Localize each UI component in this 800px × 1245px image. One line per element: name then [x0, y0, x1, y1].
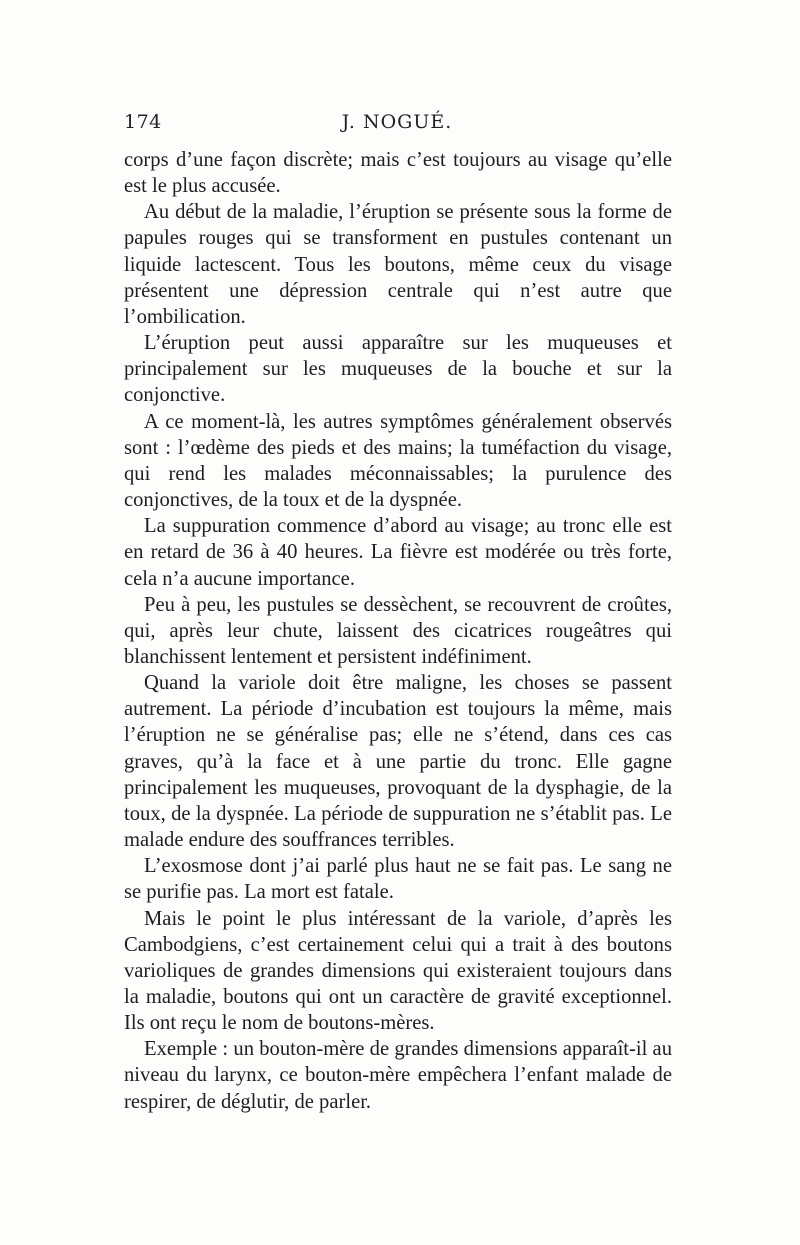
paragraph: Peu à peu, les pustules se dessèchent, se recouvrent de croûtes, qui, après leur chute, laissent des cicatrices rougeâtres qui blanchissent lentement et persistent indéfiniment. [124, 593, 672, 668]
body-text [124, 147, 672, 1115]
paragraph: A ce moment-là, les autres symptômes généralement observés sont : l’œdème des pieds et des mains; la tuméfaction du visage, qui rend les malades méconnaissables; la purulence des conjonctives, de la toux et de la dyspnée. [124, 410, 672, 512]
page-number: 174 [124, 111, 162, 133]
running-header [124, 111, 670, 141]
paragraph: Au début de la maladie, l’éruption se présente sous la forme de papules rouges qui se transforment en pustules contenant un liquide lactescent. Tous les boutons, même ceux du visage présentent une dépression centrale qui n’est autre que l’ombilication. [124, 201, 672, 328]
paragraph: Mais le point le plus intéressant de la variole, d’après les Cambodgiens, c’est certainement celui qui a trait à des boutons varioliques de grandes dimensions qui existeraient toujours dans la maladie, boutons qui ont un caractère de gravité exceptionnel. Ils ont reçu le nom de boutons-mères. [124, 907, 672, 1035]
paragraph: L’éruption peut aussi apparaître sur les muqueuses et principalement sur les muqueuses de la bouche et sur la conjonctive. [124, 332, 672, 407]
paragraph: La suppuration commence d’abord au visage; au tronc elle est en retard de 36 à 40 heures. La fièvre est modérée ou très forte, cela n’a aucune importance. [124, 515, 672, 590]
running-title: J. NOGUÉ. [341, 111, 453, 133]
paragraph-continuation: corps d’une façon discrète; mais c’est toujours au visage qu’elle est le plus accusée. [124, 149, 672, 198]
paragraph: L’exosmose dont j’ai parlé plus haut ne se fait pas. Le sang ne se purifie pas. La mort est fatale. [124, 855, 672, 904]
paragraph: Quand la variole doit être maligne, les choses se passent autrement. La période d’incubation est toujours la même, mais l’éruption ne se généralise pas; elle ne s’étend, dans ces cas graves, qu’à la face et à une partie du tronc. Elle gagne principalement les muqueuses, provoquant de la dysphagie, de la toux, de la dyspnée. La période de suppuration ne s’établit pas. Le malade endure des souffrances terribles. [124, 672, 672, 852]
paragraph: Exemple : un bouton-mère de grandes dimensions apparaît-il au niveau du larynx, ce bouton-mère empêchera l’enfant malade de respirer, de déglutir, de parler. [124, 1038, 672, 1113]
